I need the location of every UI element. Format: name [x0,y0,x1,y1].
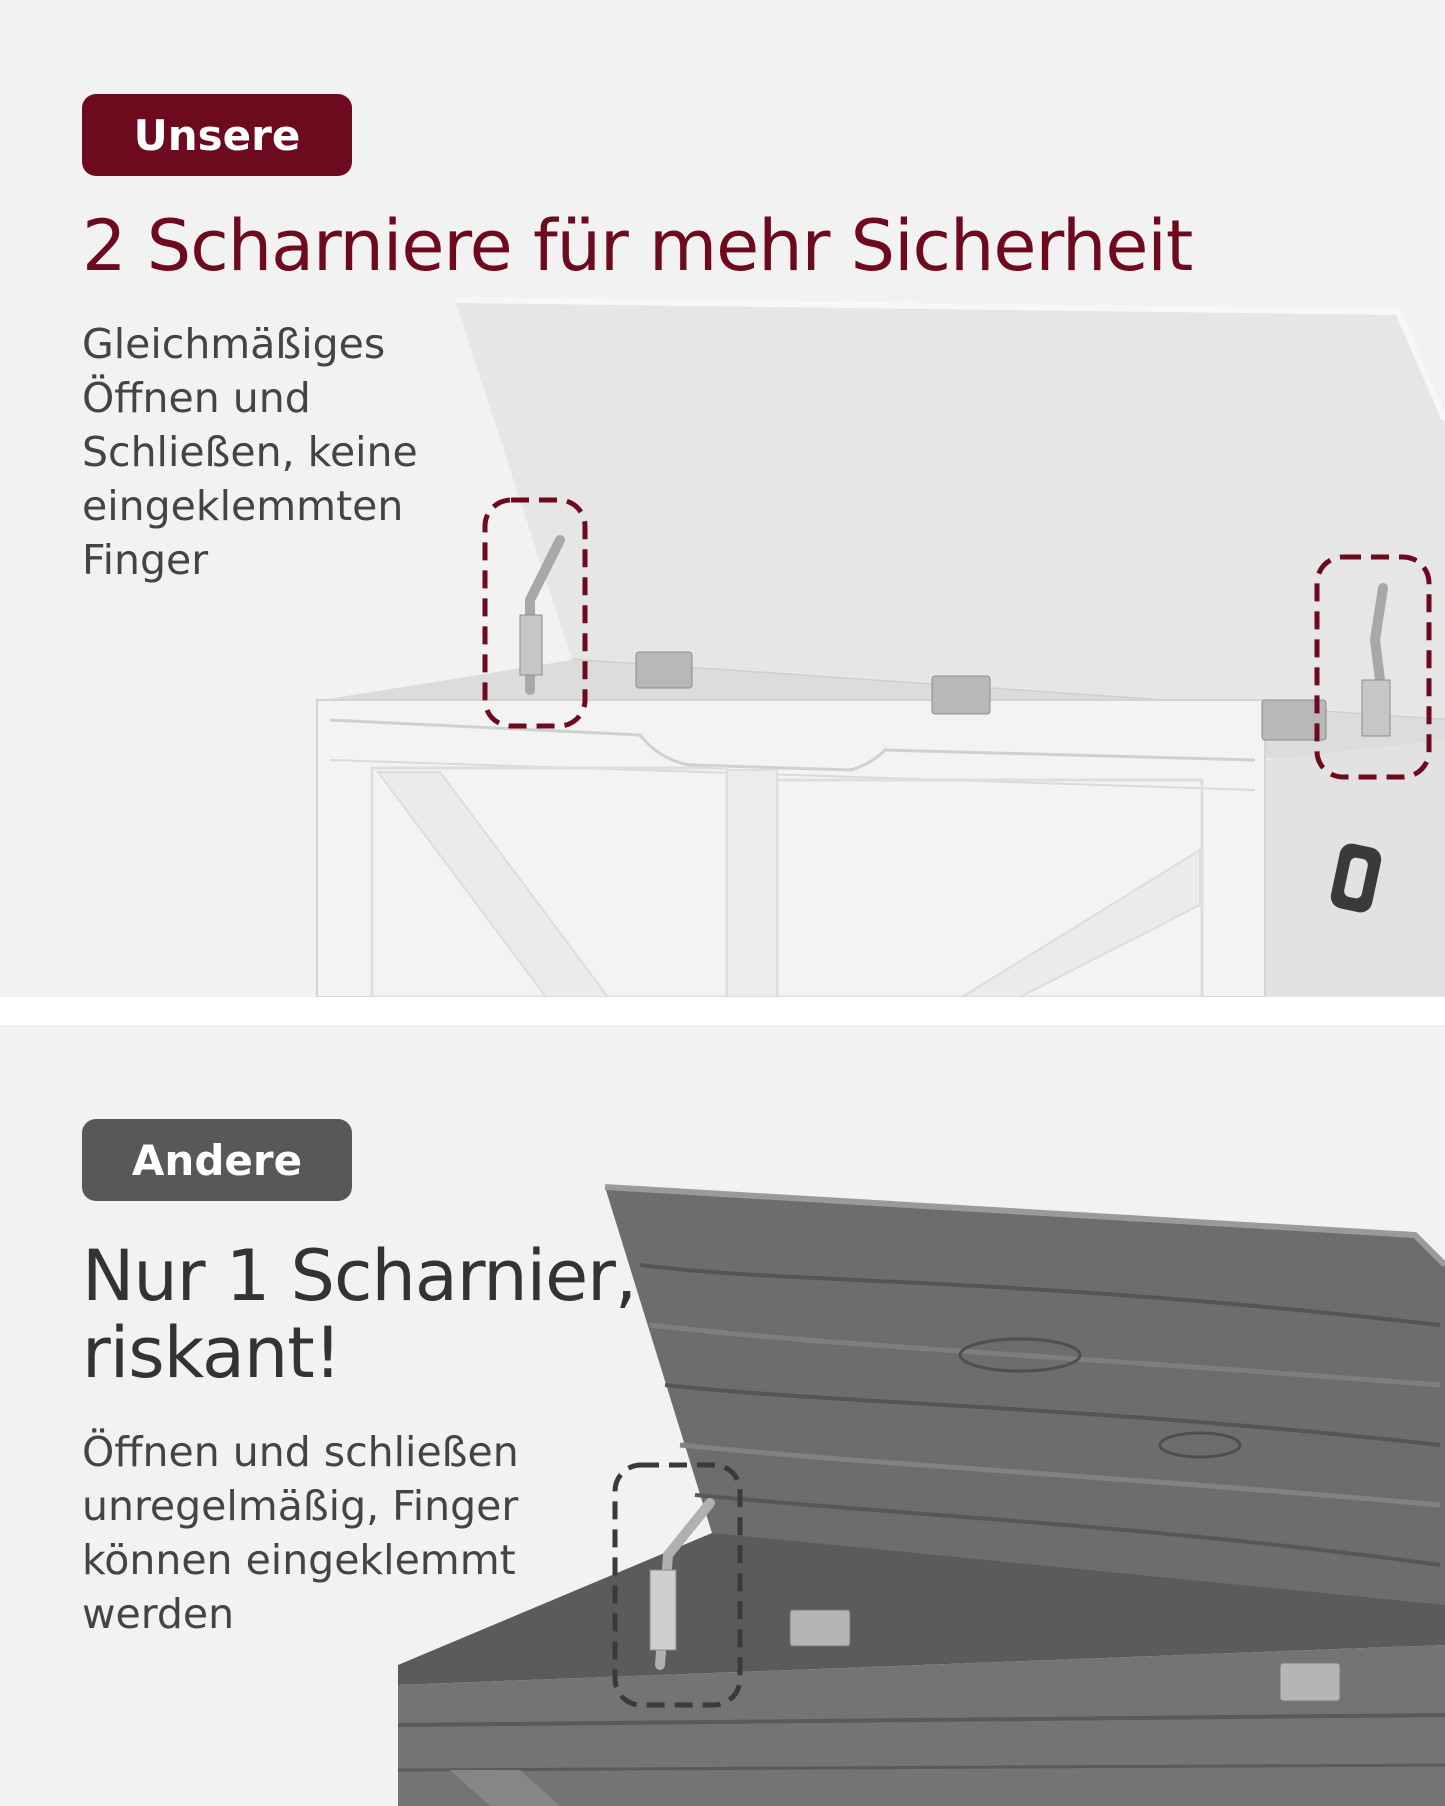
others-badge: Andere [82,1119,352,1201]
ours-badge: Unsere [82,94,352,176]
other-product-panel [0,1025,1445,1806]
others-headline: Nur 1 Scharnier, riskant! [82,1235,637,1394]
ours-description: Gleichmäßiges Öffnen und Schließen, keine eingeklemmten Finger [82,320,418,584]
others-description: Öffnen und schließen unregelmäßig, Finger können eingeklemmt werden [82,1428,519,1638]
ours-headline: 2 Scharniere für mehr Sicherheit [82,205,1193,287]
